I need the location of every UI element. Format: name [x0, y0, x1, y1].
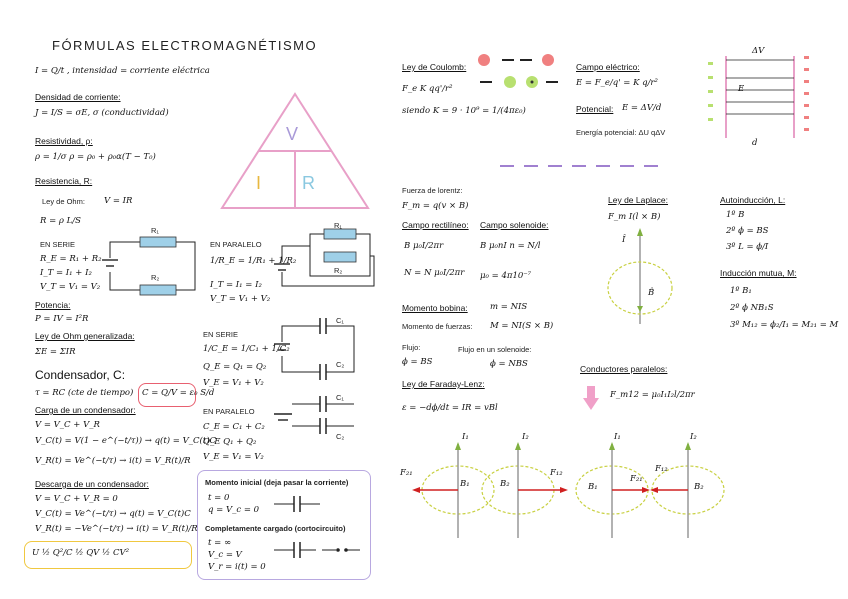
coulomb-heading: Ley de Coulomb: [402, 62, 467, 72]
series-c1-label: C₁ [336, 316, 344, 325]
coil-moment-heading: Momento bobina: [402, 303, 468, 313]
series-resistor-circuit [100, 228, 205, 294]
charging-formula-1: V = V_C + V_R [35, 420, 100, 430]
ohm-triangle [220, 92, 370, 210]
parallel-formula-3: V_T = V₁ + V₂ [210, 294, 271, 304]
discharging-heading: Descarga de un condensador: [35, 479, 149, 489]
series-c2-label: C₂ [336, 360, 345, 369]
discharging-formula-2: V_C(t) = Ve^(−t/τ) → q(t) = V_C(t)C [35, 509, 191, 519]
mu0-constant: μ₀ = 4π10⁻⁷ [480, 271, 532, 281]
fully-charged-1: t = ∞ [208, 538, 232, 548]
fully-charged-3: V_r = i(t) = 0 [208, 562, 266, 572]
potential-formula: E = ΔV/d [622, 103, 662, 113]
series-heading: EN SERIE [40, 240, 76, 249]
down-arrow-icon [583, 386, 599, 410]
ohm-generalized-formula: ΣE = ΣIR [35, 347, 76, 357]
right-b1-label: B₁ [588, 482, 598, 492]
plates-dv-label: ΔV [752, 46, 765, 56]
ohm-formula: V = IR [104, 196, 133, 206]
right-i1-label: I₁ [614, 432, 621, 442]
straight-field-heading: Campo rectilíneo: [402, 220, 469, 230]
flux-heading: Flujo: [402, 343, 421, 352]
mutual-induction-heading: Inducción mutua, M: [720, 268, 797, 278]
electric-field-formula: E = F_e/q' = K q/r² [576, 78, 658, 88]
resistivity-formula: ρ = 1/σ ρ = ρ₀ + ρ₀α(T − T₀) [35, 152, 156, 162]
triangle-i: I [256, 173, 262, 193]
solenoid-field-formula: B μ₀nI n = N/l [480, 241, 541, 251]
ohm-label: Ley de Ohm: [42, 197, 85, 206]
right-i2-label: I₂ [690, 432, 697, 442]
charging-formula-3: V_R(t) = Ve^(−t/τ) → i(t) = V_R(t)/R [35, 456, 191, 466]
series-r1-label: R₁ [151, 226, 159, 235]
time-constant-formula: τ = RC (cte de tiempo) [35, 388, 134, 398]
cap-series-heading: EN SERIE [203, 330, 239, 339]
power-formula: P = IV = I²R [35, 314, 89, 324]
left-i2-label: I₂ [522, 432, 529, 442]
self-induction-step-2: 2º ϕ = BS [726, 226, 769, 236]
series-r2-label: R₂ [151, 273, 160, 282]
laplace-heading: Ley de Laplace: [608, 195, 669, 205]
parallel-conductors-heading: Conductores paralelos: [580, 364, 668, 374]
charges-diagram [474, 52, 564, 94]
straight-field-formula: B μ₀I/2πr [404, 241, 444, 251]
energy-formula: U ½ Q²/C ½ QV ½ CV² [32, 548, 129, 558]
current-density-formula: J = I/S = σE, σ (conductividad) [35, 108, 169, 118]
fully-charged-heading: Completamente cargado (cortocircuito) [205, 524, 346, 533]
initial-moment-heading: Momento inicial (deja pasar la corriente) [205, 478, 349, 487]
parallel-r2-label: R₂ [334, 266, 343, 275]
mutual-induction-step-1: 1º B₁ [730, 286, 752, 296]
intensity-formula: I = Q/t , intensidad = corriente eléctrica [35, 66, 210, 76]
right-b2-label: B₂ [694, 482, 704, 492]
series-formula-2: I_T = I₁ + I₂ [40, 268, 92, 278]
page-title: FÓRMULAS ELECTROMAGNÉTISMO [52, 38, 318, 53]
laplace-i-label: Î [622, 235, 626, 245]
electric-field-heading: Campo eléctrico: [576, 62, 640, 72]
section-divider [500, 164, 660, 168]
discharging-formula-1: V = V_C + V_R = 0 [35, 494, 118, 504]
lorentz-formula: F_m = q(v × B) [402, 201, 469, 211]
parallel-heading: EN PARALELO [210, 240, 262, 249]
self-induction-step-3: 3º L = ϕ/I [726, 242, 769, 252]
charging-heading: Carga de un condensador: [35, 405, 136, 415]
straight-field-n-formula: N = N μ₀I/2πr [404, 268, 465, 278]
parallel-plates-diagram [700, 50, 820, 146]
left-f12-label: F₁₂ [550, 468, 563, 478]
mutual-induction-step-3: 3º M₁₂ = ϕ₂/I₁ = M₂₁ = M [730, 320, 839, 330]
flux-formula: ϕ = BS [402, 357, 433, 367]
mutual-induction-step-2: 2º ϕ NB₁S [730, 303, 774, 313]
capacitor-heading: Condensador, C: [35, 368, 126, 382]
laplace-diagram [600, 228, 680, 328]
discharging-formula-3: V_R(t) = −Ve^(−t/τ) → i(t) = V_R(t)/R [35, 524, 198, 534]
solenoid-field-heading: Campo solenoide: [480, 220, 549, 230]
cap-series-formula-2: Q_E = Q₁ = Q₂ [203, 362, 267, 372]
parallel-conductors-formula: F_m12 = μ₀I₁I₂l/2πr [610, 390, 695, 400]
power-heading: Potencia: [35, 300, 71, 310]
initial-moment-1: t = 0 [208, 493, 230, 503]
triangle-r: R [302, 173, 315, 193]
plates-d-label: d [752, 138, 758, 148]
parallel-formula-1: 1/R_E = 1/R₁ + 1/R₂ [210, 256, 297, 266]
potential-heading: Potencial: [576, 104, 614, 114]
potential-energy: Energía potencial: ΔU qΔV [576, 128, 666, 137]
left-f21-label: F₂₁ [400, 468, 413, 478]
cap-series-formula-1: 1/C_E = 1/C₁ + 1/C₂ [203, 344, 290, 354]
faraday-heading: Ley de Faraday-Lenz: [402, 379, 485, 389]
cap-series-formula-3: V_E = V₁ + V₂ [203, 378, 264, 388]
laplace-formula: F_m I(l × B) [608, 212, 661, 222]
series-formula-1: R_E = R₁ + R₂ [40, 254, 102, 264]
fully-charged-2: V_c = V [208, 550, 242, 560]
initial-moment-2: q = V_c = 0 [208, 505, 260, 515]
torque-heading: Momento de fuerzas: [402, 322, 473, 331]
cap-parallel-heading: EN PARALELO [203, 407, 255, 416]
cap-parallel-formula-2: Q_E Q₁ + Q₂ [203, 437, 257, 447]
resistance-heading: Resistencia, R: [35, 176, 93, 186]
ohm-generalized-heading: Ley de Ohm generalizada: [35, 331, 135, 341]
self-induction-step-1: 1º B [726, 210, 745, 220]
series-capacitor-circuit [270, 316, 370, 386]
charged-capacitor-symbol [274, 542, 364, 558]
capacitance-formula: C = Q/V = ε₀ S/d [142, 388, 215, 398]
solenoid-flux-formula: ϕ = NBS [490, 359, 528, 369]
left-b2-label: B₂ [500, 479, 510, 489]
self-induction-heading: Autoinducción, L: [720, 195, 786, 205]
parallel-conductors-diagram [398, 434, 728, 544]
initial-capacitor-symbol [274, 496, 324, 512]
parallel-capacitor-circuit [270, 394, 370, 444]
faraday-formula: ε = −dϕ/dt = IR = vBl [402, 403, 498, 413]
resistivity-heading: Resistividad, ρ: [35, 136, 93, 146]
triangle-v: V [286, 124, 299, 144]
left-i1-label: I₁ [462, 432, 469, 442]
coil-moment-formula: m = NIS [490, 302, 528, 312]
solenoid-flux-heading: Flujo en un solenoide: [458, 345, 532, 354]
plates-e-label: E [738, 84, 745, 94]
coulomb-formula: F_e K qq'/r² [402, 84, 453, 94]
coulomb-constant: siendo K = 9 · 10⁹ = 1/(4πε₀) [402, 106, 526, 116]
laplace-b-label: B̂ [648, 288, 655, 298]
left-b1-label: B₁ [460, 479, 470, 489]
cap-parallel-formula-1: C_E = C₁ + C₂ [203, 422, 265, 432]
cap-parallel-formula-3: V_E = V₁ = V₂ [203, 452, 264, 462]
parallel-r1-label: R₁ [334, 221, 342, 230]
torque-formula: M = NI(S × B) [490, 321, 554, 331]
parallel-resistor-circuit [270, 222, 380, 292]
parallel-c1-label: C₁ [336, 393, 344, 402]
parallel-c2-label: C₂ [336, 432, 345, 441]
resistance-formula: R = ρ L/S [40, 216, 81, 226]
series-formula-3: V_T = V₁ = V₂ [40, 282, 101, 292]
current-density-heading: Densidad de corriente: [35, 92, 121, 102]
lorentz-heading: Fuerza de lorentz: [402, 186, 463, 195]
right-f21-label: F₂₁ [630, 474, 643, 484]
charging-formula-2: V_C(t) = V(1 − e^(−t/τ)) → q(t) = V_C(t)C [35, 436, 217, 446]
right-f12-label: F₁₂ [655, 464, 668, 474]
parallel-formula-2: I_T = I₁ = I₂ [210, 280, 262, 290]
